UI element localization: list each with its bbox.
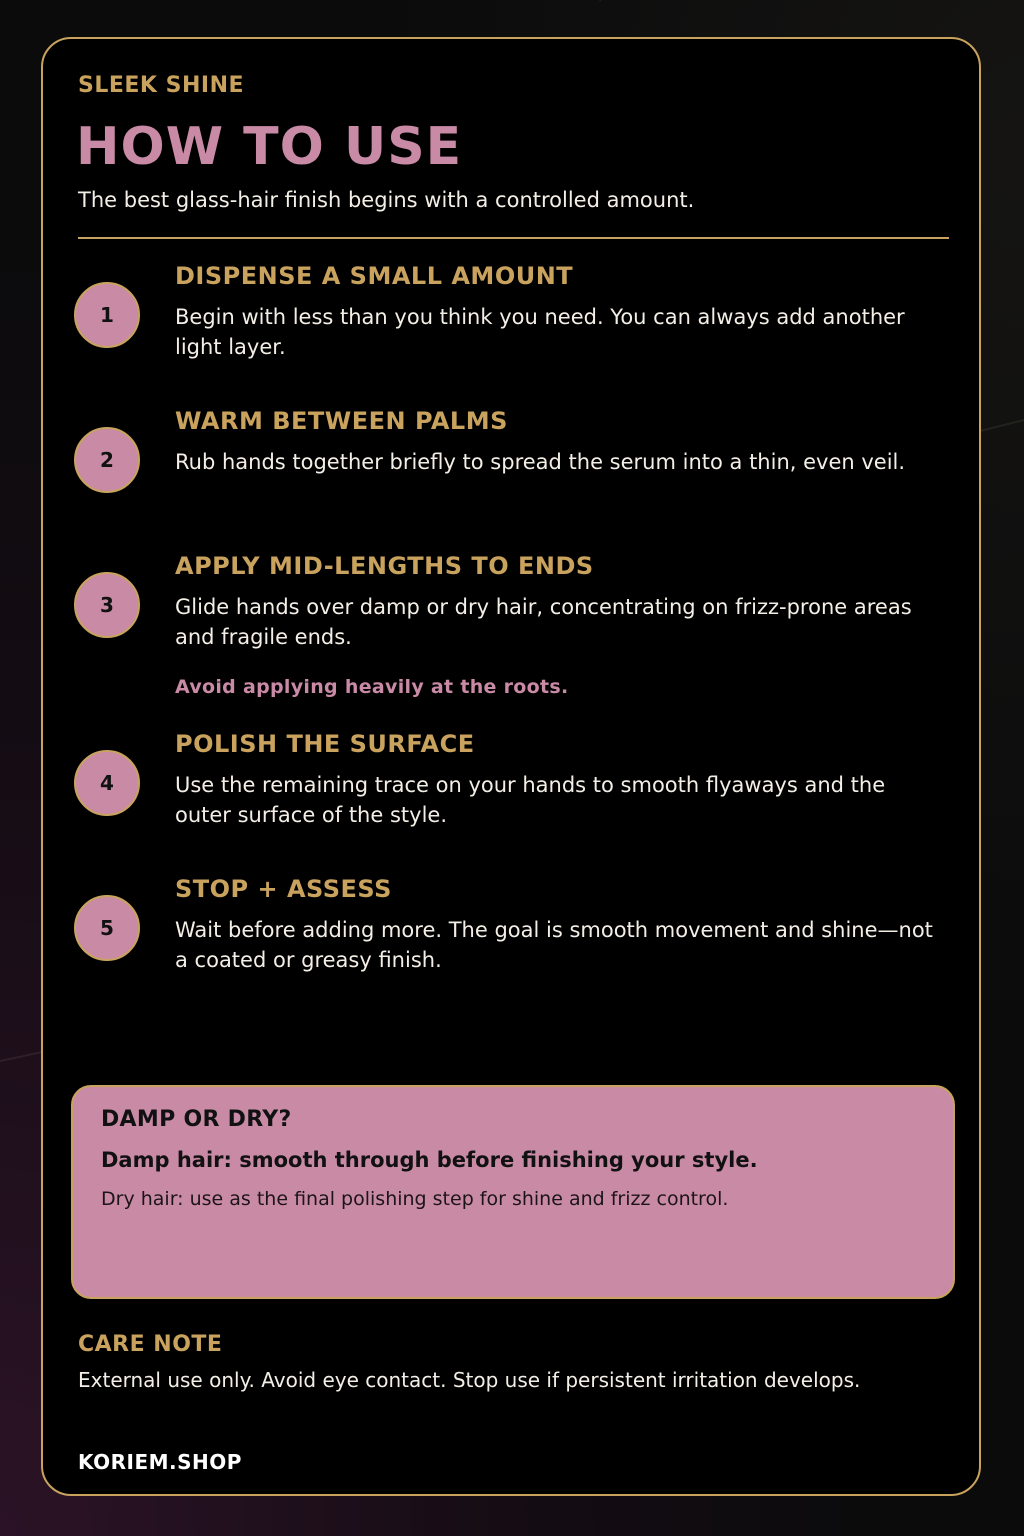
step-description: Begin with less than you think you need. You can always add another light layer. — [175, 305, 905, 359]
step-description: Glide hands over damp or dry hair, concentrating on frizz-prone areas and fragile ends. — [175, 595, 912, 649]
background-streak — [599, 0, 609, 1]
shop-url[interactable]: KORIEM.SHOP — [78, 1450, 242, 1474]
page-title: HOW TO USE — [76, 117, 463, 177]
care-note-text: External use only. Avoid eye contact. Stop use if persistent irritation develops. — [78, 1368, 861, 1392]
step-number-badge: 3 — [74, 572, 140, 638]
panel-title: DAMP OR DRY? — [101, 1107, 292, 1132]
step-number-badge: 4 — [74, 750, 140, 816]
step-title: APPLY MID-LENGTHS TO ENDS — [175, 552, 594, 580]
step-description: Wait before adding more. The goal is smooth movement and shine—not a coated or greasy finish. — [175, 918, 933, 972]
step-description: Use the remaining trace on your hands to smooth flyaways and the outer surface of the style. — [175, 773, 886, 827]
brand-label: SLEEK SHINE — [78, 73, 245, 98]
background-streak — [980, 416, 1024, 432]
step-number-badge: 2 — [74, 427, 140, 493]
damp-hair-tip: Damp hair: smooth through before finishing your style. — [101, 1148, 758, 1172]
divider — [78, 237, 949, 239]
page-subtitle: The best glass-hair finish begins with a controlled amount. — [78, 188, 695, 212]
step-title: WARM BETWEEN PALMS — [175, 407, 508, 435]
step-title: POLISH THE SURFACE — [175, 730, 475, 758]
dry-hair-tip: Dry hair: use as the final polishing step for shine and frizz control. — [101, 1188, 729, 1210]
damp-or-dry-panel — [71, 1085, 955, 1299]
instruction-card — [41, 37, 981, 1496]
care-note-title: CARE NOTE — [78, 1332, 223, 1357]
step-title: STOP + ASSESS — [175, 875, 392, 903]
step-warning: Avoid applying heavily at the roots. — [175, 676, 569, 698]
step-number-badge: 5 — [74, 895, 140, 961]
step-description: Rub hands together briefly to spread the serum into a thin, even veil. — [175, 450, 906, 474]
step-title: DISPENSE A SMALL AMOUNT — [175, 262, 574, 290]
step-number-badge: 1 — [74, 282, 140, 348]
